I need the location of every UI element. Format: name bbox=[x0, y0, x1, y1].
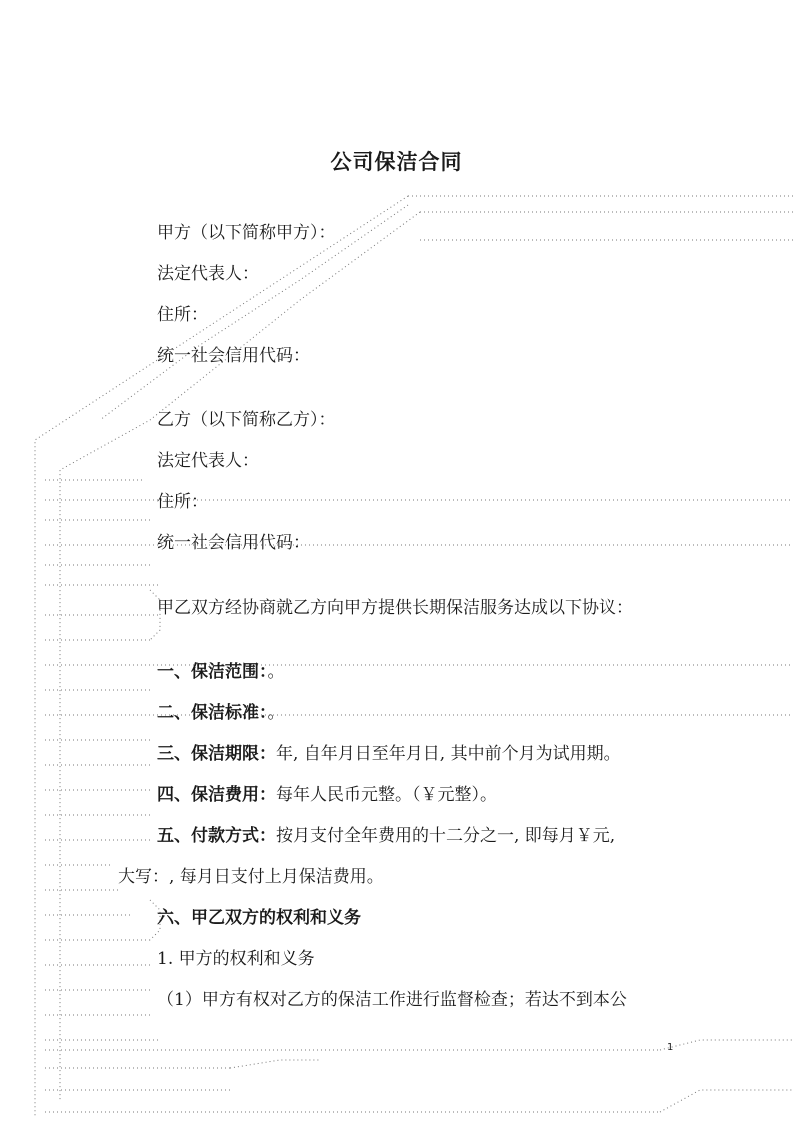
clause-1-label: 一、保洁范围： bbox=[157, 662, 268, 682]
clause-6 bbox=[157, 906, 361, 930]
document-title: 公司保洁合同 bbox=[330, 150, 463, 174]
party-a-rep-label: 法定代表人： bbox=[157, 264, 259, 284]
clause-2-label: 二、保洁标准： bbox=[157, 703, 268, 723]
party-a-credit-code-label: 统一社会信用代码： bbox=[157, 346, 310, 366]
clause-6-label: 六、甲乙双方的权利和义务 bbox=[157, 908, 361, 928]
clause-5-continuation: 大写：, 每月日支付上月保洁费用。 bbox=[118, 867, 384, 887]
party-a-address-label: 住所： bbox=[157, 305, 208, 325]
clause-4-label: 四、保洁费用： bbox=[157, 785, 276, 805]
clause-5-label: 五、付款方式： bbox=[157, 826, 276, 846]
party-b-rep-label: 法定代表人： bbox=[157, 451, 259, 471]
clause-1-text: 。 bbox=[267, 662, 285, 682]
party-a-name-label: 甲方（以下简称甲方）： bbox=[157, 223, 336, 243]
party-b-address-label: 住所： bbox=[157, 492, 208, 512]
clause-3 bbox=[157, 742, 621, 766]
clause-3-text: 年, 自年月日至年月日, 其中前个月为试用期。 bbox=[276, 744, 621, 764]
clause-3-label: 三、保洁期限： bbox=[157, 744, 276, 764]
subsection-1-item-1: （1）甲方有权对乙方的保洁工作进行监督检查；若达不到本公 bbox=[157, 990, 627, 1010]
clause-2 bbox=[157, 701, 285, 725]
page-number: 1 bbox=[667, 1042, 674, 1053]
clause-4 bbox=[157, 783, 497, 807]
preamble-text: 甲乙双方经协商就乙方向甲方提供长期保洁服务达成以下协议： bbox=[157, 598, 633, 618]
subsection-1: 1. 甲方的权利和义务 bbox=[157, 949, 315, 969]
party-b-name-label: 乙方（以下简称乙方）： bbox=[157, 410, 336, 430]
clause-1 bbox=[157, 660, 285, 684]
clause-5-text: 按月支付全年费用的十二分之一, 即每月￥元, bbox=[276, 826, 616, 846]
clause-5 bbox=[157, 824, 615, 848]
clause-4-text: 每年人民币元整。（￥元整）。 bbox=[276, 785, 497, 805]
clause-2-text: 。 bbox=[267, 703, 285, 723]
party-b-credit-code-label: 统一社会信用代码： bbox=[157, 533, 310, 553]
